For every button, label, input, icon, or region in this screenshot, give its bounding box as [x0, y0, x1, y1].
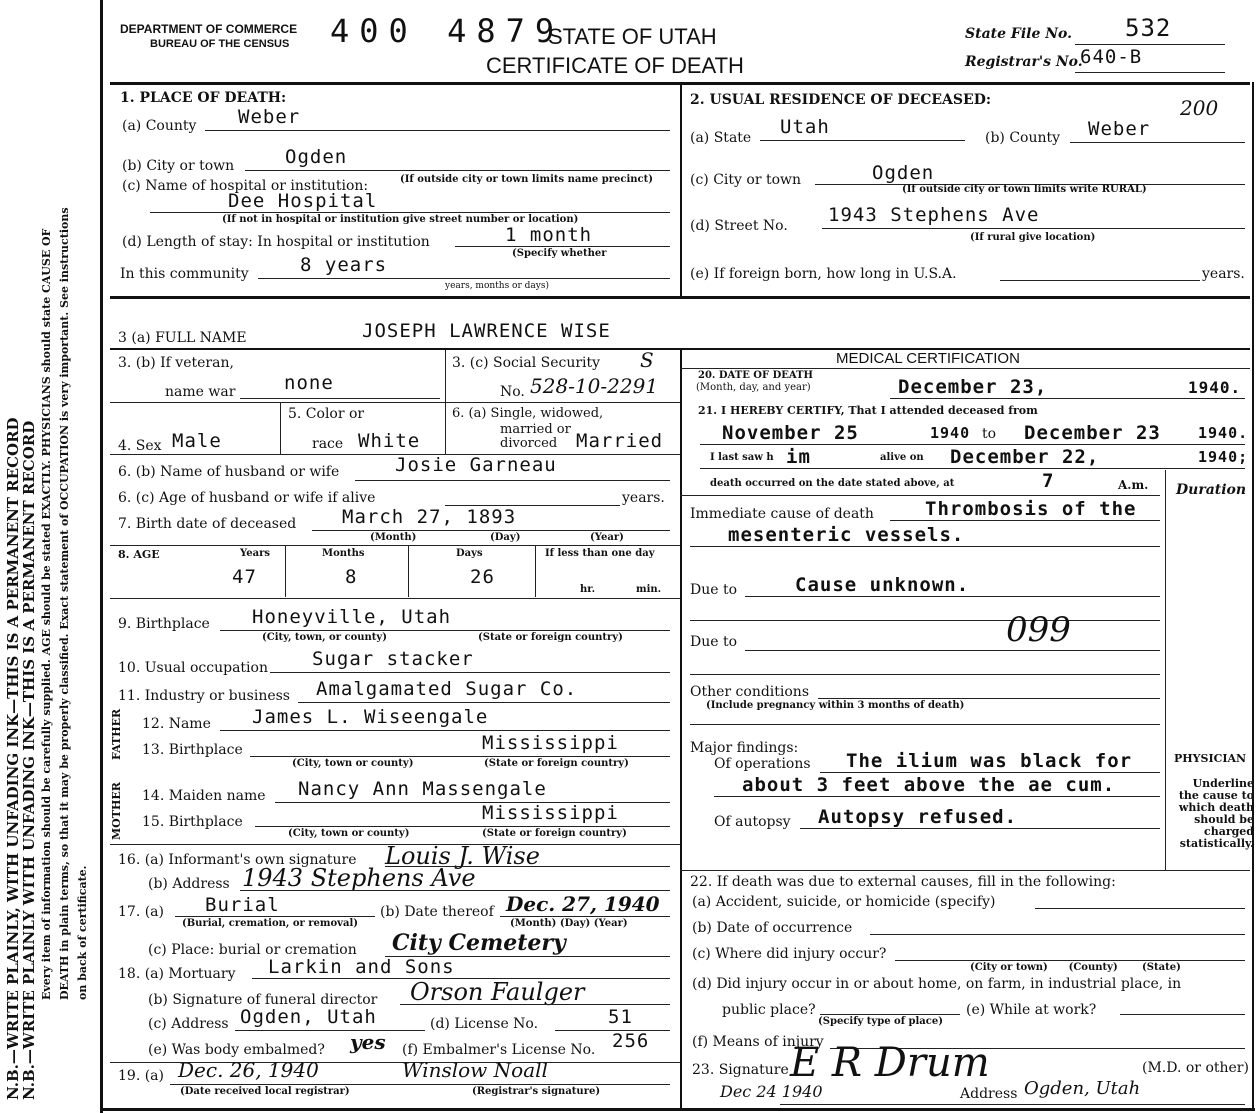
registrar-sub: (Registrar's signature)	[472, 1086, 601, 1097]
operations-label: Of operations	[714, 756, 811, 772]
res-street-note: (If rural give location)	[970, 232, 1096, 243]
signature-address-label: Address	[960, 1086, 1018, 1102]
hospital-sub: (If not in hospital or institution give street number or location)	[222, 214, 579, 225]
margin-instructions-1: Every item of information should be carefully supplied. AGE should be stated EXACTLY. PHYSICIANS should state CAUSE OF	[40, 228, 53, 1000]
birth-month-sub: (Month)	[370, 532, 417, 543]
signature-label: 23. Signature	[692, 1062, 789, 1078]
mother-city-sub: (City, town or county)	[288, 828, 410, 839]
city-value: Ogden	[285, 146, 348, 168]
state-file-value: 532	[1125, 14, 1172, 42]
spouse-label: 6. (b) Name of husband or wife	[118, 464, 340, 480]
county-value: Weber	[238, 106, 301, 128]
mortuary-address-value: Ogden, Utah	[240, 1006, 377, 1028]
place-of-death-heading: 1. PLACE OF DEATH:	[120, 90, 287, 106]
mother-tag: MOTHER	[110, 782, 123, 840]
license-label: (d) License No.	[430, 1016, 539, 1032]
immediate-value-2: mesenteric vessels.	[728, 524, 965, 546]
certificate-number: 400 4879	[330, 12, 565, 50]
immediate-value: Thrombosis of the	[925, 498, 1137, 520]
operations-value: The ilium was black for	[846, 750, 1133, 772]
other-sub: (Include pregnancy within 3 months of death)	[706, 700, 965, 711]
occupation-label: 10. Usual occupation	[118, 660, 268, 676]
received-label: 19. (a)	[118, 1068, 164, 1084]
months-label: Months	[322, 548, 365, 559]
race-value: White	[358, 430, 421, 452]
birthplace-sub-1: (City, town, or county)	[262, 632, 387, 643]
last-saw-label: I last saw h	[710, 452, 774, 463]
race-label: race	[312, 436, 344, 452]
father-name-value: James L. Wiseengale	[252, 706, 489, 728]
sex-label: 4. Sex	[118, 438, 162, 454]
immediate-label: Immediate cause of death	[690, 506, 874, 522]
res-county-label: (b) County	[985, 130, 1061, 146]
burial-sub: (Burial, cremation, or removal)	[182, 918, 358, 929]
certify-label: 21. I HEREBY CERTIFY, That I attended deceased from	[698, 404, 1038, 417]
embalmer-value: 256	[612, 1030, 650, 1052]
father-city-sub: (City, town or county)	[292, 758, 414, 769]
res-street-value: 1943 Stephens Ave	[828, 204, 1040, 226]
means-label: (f) Means of injury	[692, 1034, 824, 1050]
hr-label: hr.	[580, 584, 596, 595]
due2-value: 099	[1006, 610, 1071, 650]
director-signature: Orson Faulger	[410, 978, 585, 1006]
signature-address-value: Ogden, Utah	[1024, 1078, 1141, 1099]
birth-label: 7. Birth date of deceased	[118, 516, 297, 532]
marital-label-1: 6. (a) Single, widowed,	[452, 406, 604, 421]
attended-from: November 25	[722, 422, 859, 444]
license-value: 51	[608, 1006, 633, 1028]
father-birthplace-label: 13. Birthplace	[142, 742, 243, 758]
full-name-label: 3 (a) FULL NAME	[118, 330, 247, 346]
community-label: In this community	[120, 266, 249, 282]
mortuary-label: 18. (a) Mortuary	[118, 966, 236, 982]
death-at-unit: A.m.	[1118, 478, 1149, 492]
state-file-label: State File No.	[965, 26, 1073, 42]
place-label: (c) Place: burial or cremation	[148, 942, 357, 958]
residence-note-number: 200	[1180, 96, 1219, 120]
mother-birthplace-label: 15. Birthplace	[142, 814, 243, 830]
age-years: 47	[232, 566, 257, 588]
res-state-label: (a) State	[690, 130, 752, 146]
spouse-age-unit: years.	[622, 490, 665, 506]
father-state-sub: (State or foreign country)	[484, 758, 629, 769]
autopsy-label: Of autopsy	[714, 814, 791, 830]
burial-label: 17. (a)	[118, 904, 164, 920]
accident-label: (a) Accident, suicide, or homicide (specify)	[692, 894, 996, 910]
res-foreign-unit: years.	[1202, 266, 1245, 282]
birthplace-sub-2: (State or foreign country)	[478, 632, 623, 643]
registrar-signature: Winslow Noall	[402, 1058, 548, 1082]
res-city-note: (If outside city or town limits write RURAL)	[902, 184, 1147, 195]
bureau: BUREAU OF THE CENSUS	[150, 38, 290, 50]
father-birthplace-value: Mississippi	[482, 732, 619, 754]
occurrence-date-label: (b) Date of occurrence	[692, 920, 853, 936]
industry-label: 11. Industry or business	[118, 688, 290, 704]
margin-instructions-2: DEATH in plain terms, so that it may be properly classified. Exact statement of OCCUPATION is very important. See instructions	[58, 207, 71, 1000]
sex-value: Male	[172, 430, 222, 452]
stay-value: 1 month	[505, 224, 593, 246]
community-note: years, months or days)	[445, 281, 549, 291]
autopsy-value: Autopsy refused.	[818, 806, 1018, 828]
left-border	[100, 0, 103, 1113]
state-title: STATE OF UTAH	[548, 24, 717, 49]
where-label: (c) Where did injury occur?	[692, 946, 887, 962]
less-day-label: If less than one day	[545, 548, 655, 559]
attended-from-year: 1940	[930, 424, 971, 442]
underline-note: Underline the cause to which death should be charged statistically.	[1178, 777, 1254, 850]
burial-date-sub: (Month) (Day) (Year)	[510, 918, 628, 929]
informant-label: 16. (a) Informant's own signature	[118, 852, 357, 868]
death-at-value: 7	[1042, 470, 1055, 492]
embalmed-label: (e) Was body embalmed?	[148, 1042, 325, 1058]
birth-value: March 27, 1893	[342, 506, 517, 528]
due1-value: Cause unknown.	[795, 574, 970, 596]
embalmed-value: yes	[350, 1030, 386, 1054]
marital-value: Married	[576, 430, 664, 452]
burial-date-label: (b) Date thereof	[380, 904, 494, 920]
days-label: Days	[456, 548, 483, 559]
hospital-label: (c) Name of hospital or institution:	[122, 178, 369, 194]
margin-instructions-3: on back of certificate.	[76, 865, 89, 1000]
attended-to: December 23	[1024, 422, 1161, 444]
father-tag: FATHER	[110, 708, 123, 760]
community-value: 8 years	[300, 254, 388, 276]
res-city-label: (c) City or town	[690, 172, 802, 188]
due2-label: Due to	[690, 634, 738, 650]
age-label: 8. AGE	[118, 548, 160, 561]
years-label: Years	[240, 548, 271, 559]
veteran-label: 3. (b) If veteran,	[118, 355, 234, 371]
margin-warning-2: N.B.—WRITE PLAINLY WITH UNFADING INK—THIS IS A PERMANENT RECORD	[20, 420, 38, 1100]
birthplace-label: 9. Birthplace	[118, 616, 210, 632]
min-label: min.	[636, 584, 662, 595]
director-label: (b) Signature of funeral director	[148, 992, 378, 1008]
alive-on-value: December 22,	[950, 446, 1100, 468]
burial-value: Burial	[205, 894, 280, 916]
industry-value: Amalgamated Sugar Co.	[316, 678, 578, 700]
ss-label: 3. (c) Social Security	[452, 355, 601, 371]
physician-signature: E R Drum	[790, 1040, 990, 1086]
marital-label-3: divorced	[500, 436, 558, 451]
mortuary-value: Larkin and Sons	[268, 956, 455, 978]
physician-label: PHYSICIAN	[1174, 752, 1247, 765]
res-city-value: Ogden	[872, 162, 935, 184]
signature-date: Dec 24 1940	[720, 1082, 823, 1101]
duration-label: Duration	[1176, 482, 1247, 498]
res-county-value: Weber	[1088, 118, 1151, 140]
death-date-year: 1940.	[1188, 378, 1242, 397]
medical-heading: MEDICAL CERTIFICATION	[836, 350, 1020, 367]
county-label: (a) County	[122, 118, 197, 134]
age-days: 26	[470, 566, 495, 588]
public-place-label: public place?	[722, 1002, 816, 1018]
operations-value-2: about 3 feet above the ae cum.	[742, 774, 1116, 796]
death-date-label: 20. DATE OF DEATH	[698, 370, 813, 381]
marital-label-2: married or	[500, 422, 571, 437]
full-name-value: JOSEPH LAWRENCE WISE	[362, 320, 611, 342]
mother-birthplace-value: Mississippi	[482, 802, 619, 824]
color-label: 5. Color or	[288, 406, 365, 422]
attended-to-label: to	[982, 426, 997, 442]
due1-label: Due to	[690, 582, 738, 598]
alive-on-year: 1940;	[1198, 448, 1249, 466]
age-months: 8	[345, 566, 358, 588]
burial-date-value: Dec. 27, 1940	[506, 892, 660, 916]
margin-warning-1: N.B.—WRITE PLAINLY, WITH UNFADING INK—THIS IS A PERMANENT RECORD	[4, 417, 22, 1100]
registrar-value: 640-B	[1080, 46, 1143, 68]
birth-day-sub: (Day)	[490, 532, 521, 543]
informant-signature: Louis J. Wise	[385, 842, 540, 870]
hospital-value: Dee Hospital	[228, 190, 378, 212]
attended-to-year: 1940.	[1198, 424, 1249, 442]
birthplace-value: Honeyville, Utah	[252, 606, 452, 628]
city-label: (b) City or town	[122, 158, 235, 174]
received-value: Dec. 26, 1940	[178, 1058, 319, 1082]
external-label: 22. If death was due to external causes, fill in the following:	[690, 874, 1116, 890]
form-title: CERTIFICATE OF DEATH	[486, 53, 744, 78]
res-foreign-label: (e) If foreign born, how long in U.S.A.	[690, 266, 957, 282]
major-findings-label: Major findings:	[690, 740, 799, 756]
department: DEPARTMENT OF COMMERCE	[120, 22, 298, 36]
res-state-value: Utah	[780, 116, 830, 138]
informant-address-value: 1943 Stephens Ave	[242, 864, 476, 892]
occupation-value: Sugar stacker	[312, 648, 474, 670]
embalmer-label: (f) Embalmer's License No.	[402, 1042, 596, 1058]
home-label: (d) Did injury occur in or about home, on farm, in industrial place, in	[692, 976, 1182, 992]
alive-on-label: alive on	[880, 452, 924, 463]
res-street-label: (d) Street No.	[690, 218, 788, 234]
residence-heading: 2. USUAL RESIDENCE OF DECEASED:	[690, 92, 992, 108]
stay-note: (Specify whether	[512, 248, 607, 259]
ss-mark: S	[640, 348, 654, 372]
father-name-label: 12. Name	[142, 716, 211, 732]
other-label: Other conditions	[690, 684, 810, 700]
ss-no-value: 528-10-2291	[530, 374, 659, 398]
death-date-value: December 23,	[898, 376, 1048, 398]
birth-year-sub: (Year)	[590, 532, 624, 543]
signature-title: (M.D. or other)	[1142, 1060, 1249, 1076]
mother-name-value: Nancy Ann Massengale	[298, 778, 547, 800]
death-at-label: death occurred on the date stated above, at	[710, 478, 955, 489]
spouse-age-label: 6. (c) Age of husband or wife if alive	[118, 490, 376, 506]
registrar-label: Registrar's No.	[965, 54, 1083, 70]
ss-no-label: No.	[500, 384, 525, 400]
while-at-work-label: (e) While at work?	[966, 1002, 1097, 1018]
spouse-value: Josie Garneau	[395, 454, 557, 476]
war-label: name war	[165, 384, 236, 400]
mother-name-label: 14. Maiden name	[142, 788, 266, 804]
where-sub: (City or town) (County) (State)	[970, 962, 1181, 973]
stay-label: (d) Length of stay: In hospital or institution	[122, 234, 430, 250]
informant-address-label: (b) Address	[148, 876, 230, 892]
hospital-note: (If outside city or town limits name precinct)	[400, 174, 653, 185]
death-date-sub: (Month, day, and year)	[696, 382, 811, 393]
received-sub: (Date received local registrar)	[180, 1086, 350, 1097]
mother-state-sub: (State or foreign country)	[482, 828, 627, 839]
public-place-sub: (Specify type of place)	[818, 1016, 943, 1027]
last-saw-value: im	[786, 446, 811, 468]
place-value: City Cemetery	[392, 930, 566, 956]
war-value: none	[284, 372, 334, 394]
mortuary-address-label: (c) Address	[148, 1016, 229, 1032]
